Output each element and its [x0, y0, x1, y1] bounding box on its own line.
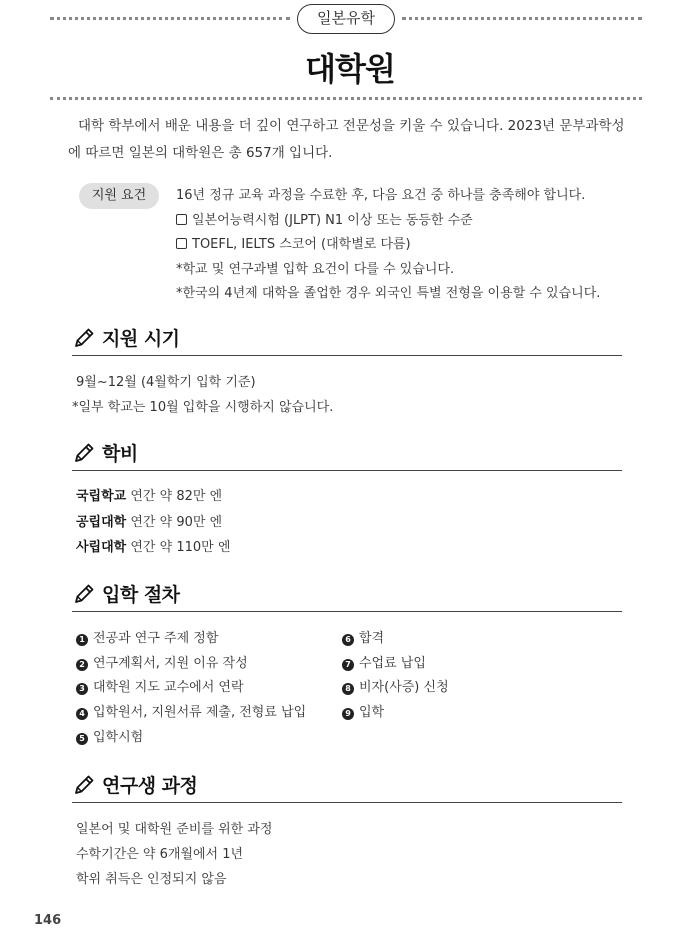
- step-number-icon: 5: [76, 733, 88, 745]
- procedure-steps-right: [342, 629, 449, 728]
- tuition-label: 사립대학: [76, 540, 127, 555]
- step-number-icon: 7: [342, 659, 354, 671]
- dotted-rule-left: [50, 17, 290, 20]
- requirements-option: [176, 233, 600, 258]
- dotted-rule-under-title: [50, 97, 642, 100]
- intro-paragraph: [68, 113, 638, 167]
- procedure-step: [76, 728, 306, 753]
- step-text: 비자(사증) 신청: [359, 680, 449, 696]
- step-text: 연구계획서, 지원 이유 작성: [93, 655, 248, 671]
- step-text: 수업료 납입: [359, 655, 426, 671]
- tuition-item: [76, 487, 230, 513]
- requirements-line: 16년 정규 교육 과정을 수료한 후, 다음 요건 중 하나를 충족해야 합니다.: [176, 188, 586, 203]
- procedure-steps-left: [76, 629, 306, 752]
- tuition-value: 연간 약 110만 엔: [130, 540, 231, 555]
- section-heading-procedure: [72, 578, 622, 612]
- tuition-content: [76, 487, 230, 564]
- procedure-step: [342, 703, 449, 728]
- pencil-icon: [72, 326, 96, 350]
- step-number-icon: 2: [76, 659, 88, 671]
- tuition-item: [76, 538, 230, 564]
- step-number-icon: 9: [342, 708, 354, 720]
- procedure-step: [342, 629, 449, 654]
- tuition-item: [76, 513, 230, 539]
- research-line: 일본어 및 대학원 준비를 위한 과정: [76, 822, 273, 837]
- section-title: 학비: [102, 443, 138, 465]
- intro-line: 에 따르면 일본의 대학원은 총 657개 입니다.: [68, 145, 333, 161]
- step-number-icon: 1: [76, 634, 88, 646]
- checkbox-icon: [176, 238, 187, 249]
- step-number-icon: 4: [76, 708, 88, 720]
- section-heading-research: [72, 769, 622, 803]
- procedure-step: [76, 703, 306, 728]
- procedure-step: [76, 678, 306, 703]
- timing-line: 9월~12월 (4월학기 입학 기준): [76, 375, 256, 390]
- section-heading-tuition: [72, 437, 622, 471]
- step-text: 입학원서, 지원서류 제출, 전형료 납입: [93, 705, 307, 721]
- requirements-option-text: TOEFL, IELTS 스코어 (대학별로 다름): [192, 237, 411, 253]
- pencil-icon: [72, 773, 96, 797]
- research-line: 학위 취득은 인정되지 않음: [76, 872, 227, 887]
- step-number-icon: 3: [76, 683, 88, 695]
- procedure-step: [76, 629, 306, 654]
- timing-content: [72, 373, 334, 423]
- intro-line: 대학 학부에서 배운 내용을 더 깊이 연구하고 전문성을 키울 수 있습니다. 2023년 문부과학성: [78, 118, 625, 134]
- section-heading-timing: [72, 322, 622, 356]
- section-title: 입학 절차: [102, 584, 180, 606]
- procedure-step: [342, 678, 449, 703]
- pencil-icon: [72, 582, 96, 606]
- requirements-option: [176, 209, 600, 234]
- step-text: 대학원 지도 교수에서 연락: [93, 680, 244, 696]
- requirements-list: [176, 184, 600, 307]
- tuition-label: 공립대학: [76, 514, 127, 530]
- research-content: [76, 820, 272, 895]
- section-title: 지원 시기: [102, 328, 180, 350]
- timing-note: *일부 학교는 10월 입학을 시행하지 않습니다.: [72, 400, 334, 415]
- step-number-icon: 6: [342, 634, 354, 646]
- step-number-icon: 8: [342, 683, 354, 695]
- requirements-option-text: 일본어능력시험 (JLPT) N1 이상 또는 동등한 수준: [192, 212, 473, 228]
- step-text: 입학: [359, 705, 385, 721]
- tuition-value: 연간 약 82만 엔: [130, 489, 223, 504]
- section-title: 연구생 과정: [102, 775, 198, 797]
- step-text: 합격: [359, 631, 385, 646]
- page-number: 146: [34, 913, 62, 928]
- tuition-label: 국립학교: [76, 489, 127, 504]
- pencil-icon: [72, 441, 96, 465]
- dotted-rule-right: [402, 17, 642, 20]
- step-text: 전공과 연구 주제 정함: [93, 631, 219, 646]
- category-tag: 일본유학: [297, 4, 395, 34]
- research-line: 수학기간은 약 6개월에서 1년: [76, 847, 244, 862]
- requirements-label: 지원 요건: [79, 183, 159, 209]
- procedure-step: [342, 654, 449, 679]
- page-title: 대학원: [305, 50, 395, 88]
- procedure-step: [76, 654, 306, 679]
- requirements-note: *학교 및 연구과별 입학 요건이 다를 수 있습니다.: [176, 261, 455, 277]
- tuition-value: 연간 약 90만 엔: [130, 514, 223, 530]
- requirements-note: *한국의 4년제 대학을 졸업한 경우 외국인 특별 전형을 이용할 수 있습니다.: [176, 286, 601, 302]
- step-text: 입학시험: [93, 729, 144, 745]
- checkbox-icon: [176, 214, 187, 225]
